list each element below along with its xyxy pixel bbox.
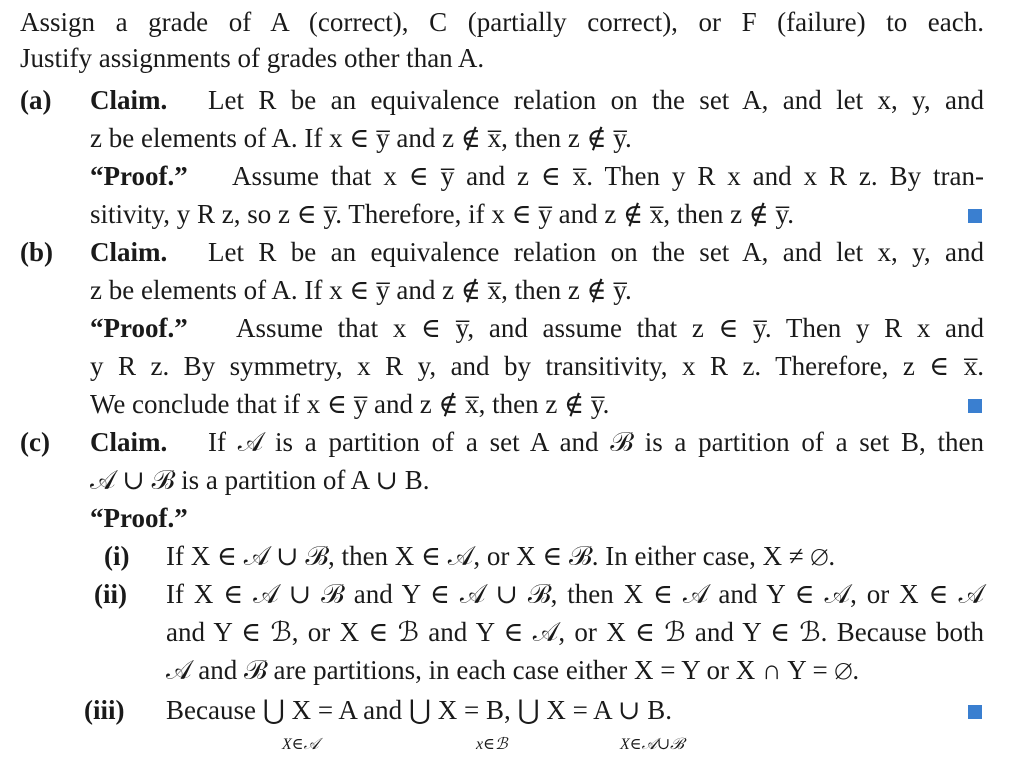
part-a-proof-line-2: sitivity, y R z, so z ∈ y̅. Therefore, if x ∈ y̅ and z ∉ x̅, then z ∉ y̅.: [90, 199, 795, 229]
part-c-label: (c): [20, 427, 50, 457]
part-a-claim-line-2: z be elements of A. If x ∈ y̅ and z ∉ x̅, then z ∉ y̅.: [90, 123, 632, 153]
part-c-claim-heading: Claim.: [90, 427, 168, 457]
union-subscript-3: X∈𝒜∪ℬ: [620, 736, 684, 753]
part-c-claim-line-2: 𝒜 ∪ ℬ is a partition of A ∪ B.: [90, 465, 430, 495]
part-b-claim-heading: Claim.: [90, 237, 168, 267]
part-c-item-i-label: (i): [104, 541, 130, 571]
instructions-line-2: Justify assignments of grades other than A.: [20, 43, 485, 73]
part-b-proof-line-2: y R z. By symmetry, x R y, and by transitivity, x R z. Therefore, z ∈ x̅.: [90, 351, 984, 381]
part-b-qed-box: [968, 399, 982, 413]
part-b-proof-line-1: Assume that x ∈ y̅, and assume that z ∈ y̅. Then y R x and: [236, 313, 984, 343]
part-c-item-ii-line-3: 𝒜 and ℬ are partitions, in each case either X = Y or X ∩ Y = ∅.: [166, 655, 860, 685]
part-c-item-iii-line-1: Because ⋃ X = A and ⋃ X = B, ⋃ X = A ∪ B.: [166, 695, 672, 725]
instructions-line-1: Assign a grade of A (correct), C (partially correct), or F (failure) to each.: [20, 7, 984, 37]
part-c-item-i-line-1: If X ∈ 𝒜 ∪ ℬ, then X ∈ 𝒜, or X ∈ ℬ. In either case, X ≠ ∅.: [166, 541, 836, 571]
part-c-claim-line-1: If 𝒜 is a partition of a set A and ℬ is a partition of a set B, then: [208, 427, 984, 457]
part-a-label: (a): [20, 85, 52, 115]
part-b-proof-heading: “Proof.”: [90, 313, 188, 343]
part-a-claim-line-1: Let R be an equivalence relation on the set A, and let x, y, and: [208, 85, 984, 115]
part-b-label: (b): [20, 237, 53, 267]
part-a-claim-heading: Claim.: [90, 85, 168, 115]
part-b-claim-line-2: z be elements of A. If x ∈ y̅ and z ∉ x̅, then z ∉ y̅.: [90, 275, 632, 305]
part-c-qed-box: [968, 705, 982, 719]
part-c-item-ii-line-2: and Y ∈ ℬ, or X ∈ ℬ and Y ∈ 𝒜, or X ∈ ℬ and Y ∈ ℬ. Because both: [166, 617, 984, 647]
part-a-proof-heading: “Proof.”: [90, 161, 188, 191]
union-subscript-1: X∈𝒜: [282, 736, 319, 753]
part-b-claim-line-1: Let R be an equivalence relation on the set A, and let x, y, and: [208, 237, 984, 267]
union-subscript-2: x∈ℬ: [476, 736, 508, 753]
part-c-item-ii-line-1: If X ∈ 𝒜 ∪ ℬ and Y ∈ 𝒜 ∪ ℬ, then X ∈ 𝒜 and Y ∈ 𝒜, or X ∈ 𝒜: [166, 579, 984, 609]
part-b-proof-line-3: We conclude that if x ∈ y̅ and z ∉ x̅, then z ∉ y̅.: [90, 389, 610, 419]
part-c-proof-heading: “Proof.”: [90, 503, 188, 533]
part-c-item-iii-label: (iii): [84, 695, 125, 725]
part-a-proof-line-1: Assume that x ∈ y̅ and z ∈ x̅. Then y R x and x R z. By tran-: [232, 161, 984, 191]
part-c-item-ii-label: (ii): [94, 579, 127, 609]
part-a-qed-box: [968, 209, 982, 223]
